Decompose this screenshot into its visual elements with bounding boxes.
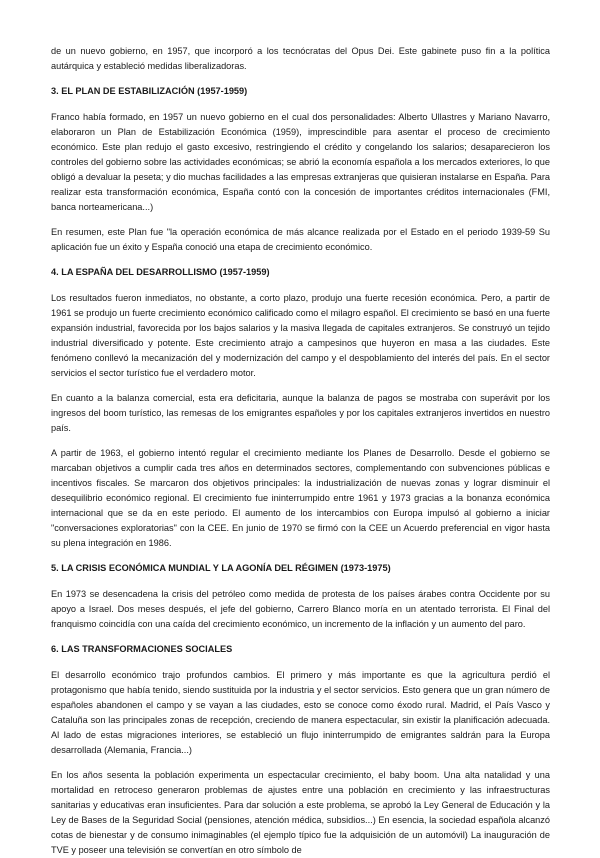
paragraph-crisis-petroleo: En 1973 se desencadena la crisis del petróleo como medida de protesta de los países árabes contra Occidente por su apoyo a Israel. Dos meses después, el jefe del gobierno, Carrero Blanco moría en un atentado terrorista. El Final del franquismo coincidía con una caída del crecimiento económico, un incremento de la inflación y un aumento del paro. xyxy=(51,589,550,629)
heading-crisis-economica: 5. LA CRISIS ECONÓMICA MUNDIAL Y LA AGONÍA DEL RÉGIMEN (1973-1975) xyxy=(51,563,391,573)
paragraph-balanza-comercial: En cuanto a la balanza comercial, esta era deficitaria, aunque la balanza de pagos se mostraba con superávit por los ingresos del boom turístico, las remesas de los emigrantes españoles y por los capitales extranjeros invertidos en nuestro país. xyxy=(51,393,550,433)
heading-desarrollismo: 4. LA ESPAÑA DEL DESARROLLISMO (1957-1959) xyxy=(51,267,270,277)
paragraph-intro-continuation: de un nuevo gobierno, en 1957, que incorporó a los tecnócratas del Opus Dei. Este gabinete puso fin a la política autárquica y estableció medidas liberalizadoras. xyxy=(51,46,550,71)
paragraph-exodo-rural: El desarrollo económico trajo profundos cambios. El primero y más importante es que la agricultura perdió el protagonismo que había tenido, siendo sustituida por la industria y el sector servicios. Esto genera que un gran número de españoles abandonen el campo y se vayan a las ciudades, esto se conoce como éxodo rural. Madrid, el País Vasco y Cataluña son las principales zonas de recepción, creciendo de manera espectacular, sin existir la planificación adecuada. Al lado de estas migraciones interiores, se estableció un flujo ininterrumpido de emigrantes saldrán para la Europa desarrollada (Alemania, Francia...) xyxy=(51,670,550,755)
heading-transformaciones-sociales: 6. LAS TRANSFORMACIONES SOCIALES xyxy=(51,644,233,654)
paragraph-plan-resumen: En resumen, este Plan fue "la operación económica de más alcance realizada por el Estado en el periodo 1939-59 Su aplicación fue un éxito y España conoció una etapa de crecimiento económico. xyxy=(51,227,550,252)
paragraph-planes-desarrollo: A partir de 1963, el gobierno intentó regular el crecimiento mediante los Planes de Desarrollo. Desde el gobierno se marcaban objetivos a cumplir cada tres años en determinados sectores, complementando con subvenciones públicas e incentivos fiscales. Se marcaron dos objetivos principales: la industrialización de nuevas zonas y lograr disminuir el desequilibrio económico regional. El crecimiento fue ininterrumpido entre 1961 y 1973 gracias a la bonanza económica internacional que se da en este periodo. El aumento de los intercambios con Europa impulsó al gobierno a iniciar "conversaciones exploratorias" con la CEE. En junio de 1970 se firmó con la CEE un Acuerdo preferencial en vigor hasta su plena integración en 1986. xyxy=(51,448,550,548)
paragraph-plan-estabilizacion: Franco había formado, en 1957 un nuevo gobierno en el cual dos personalidades: Alberto Ullastres y Mariano Navarro, elaboraron un Plan de Estabilización Económica (1959), imprescindible para asentar el proceso de crecimiento económico. Este plan redujo el gasto excesivo, restringiendo el crédito y congelando los salarios; desaparecieron los controles del gobierno sobre las actividades económicas; se abrió la economía española a los mercados exteriores, lo que obligó a devaluar la peseta; y dio muchas facilidades a las empresas extranjeras que quisieran instalarse en España. Para realizar esta transformación económica, España contó con la concesión de importantes créditos internacionales (FMI, banca norteamericana...) xyxy=(51,112,550,212)
heading-plan-estabilizacion: 3. EL PLAN DE ESTABILIZACIÓN (1957-1959) xyxy=(51,86,248,96)
paragraph-desarrollismo-resultados: Los resultados fueron inmediatos, no obstante, a corto plazo, produjo una fuerte recesión económica. Pero, a partir de 1961 se produjo un fuerte crecimiento económico calificado como el milagro español. El crecimiento se basó en una fuerte expansión industrial, favorecida por los bajos salarios y la masiva llegada de capitales extranjeros. Se construyó un tejido industrial diversificado y potente. Este crecimiento atrajo a campesinos que huyeron en masa a las ciudades. Este fenómeno conllevó la mecanización del y modernización del campo y el despoblamiento del interés del país. En el sector servicios el sector turístico fue el verdadero motor. xyxy=(51,293,550,378)
paragraph-baby-boom: En los años sesenta la población experimenta un espectacular crecimiento, el baby boom. Una alta natalidad y una mortalidad en retroceso generaron problemas de ajustes entre una población en crecimiento y las infraestructuras sanitarias y educativas eran insuficientes. Para dar solución a este problema, se aprobó la Ley General de Educación y la Ley de Bases de la Seguridad Social (pensiones, atención médica, subsidios...) En esencia, la sociedad española alcanzó cotas de bienestar y de consumo inimaginables (el ejemplo típico fue la adquisición de un automóvil) La inauguración de TVE y poseer una televisión se convertían en otro símbolo de xyxy=(51,770,550,855)
